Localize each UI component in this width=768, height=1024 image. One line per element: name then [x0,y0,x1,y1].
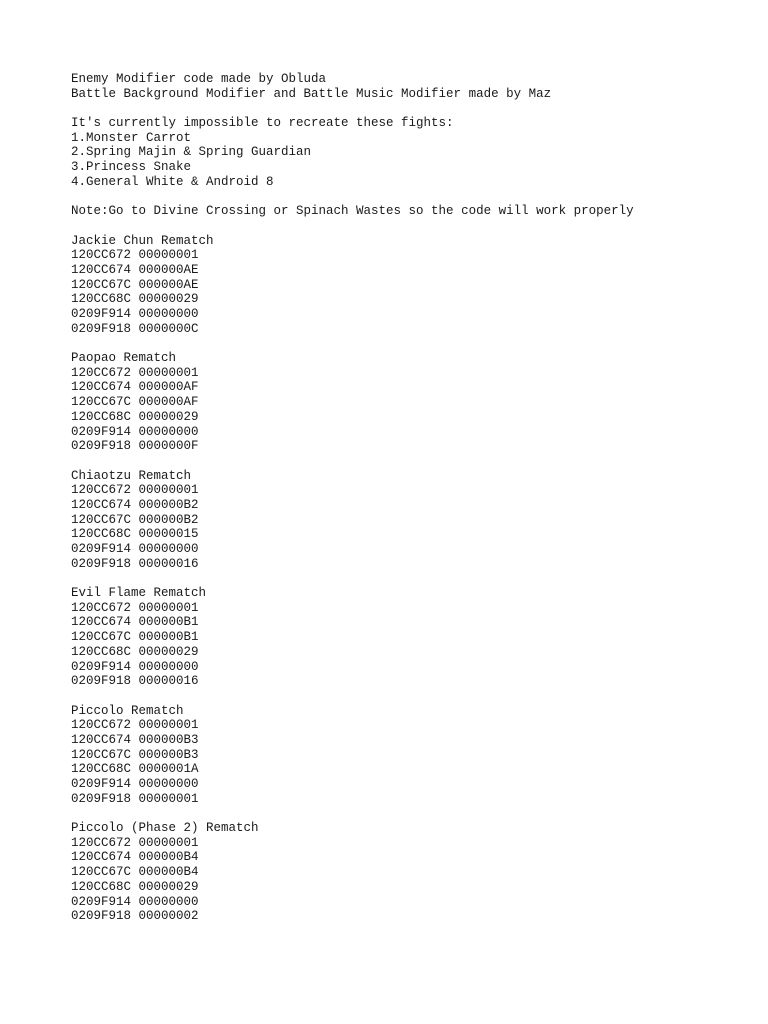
spacer [71,219,751,234]
code-line: 120CC67C 000000B2 [71,512,199,527]
code-section-paopao [71,351,751,454]
code-line: 0209F918 0000000C [71,321,199,336]
section-title: Paopao Rematch [71,351,177,366]
code-section-jackie-chun [71,234,751,337]
section-title: Evil Flame Rematch [71,586,207,601]
credit-line: Enemy Modifier code made by Obluda [71,72,327,86]
code-line: 120CC672 00000001 [71,600,199,615]
code-line: 120CC672 00000001 [71,835,199,850]
code-line: 120CC68C 00000029 [71,292,199,307]
code-line: 120CC68C 0000001A [71,762,199,777]
section-title: Chiaotzu Rematch [71,468,192,483]
code-line: 120CC67C 000000AE [71,277,199,292]
code-line: 120CC672 00000001 [71,248,199,263]
spacer [71,190,751,205]
code-line: 0209F914 00000000 [71,894,199,909]
impossible-item: 2.Spring Majin & Spring Guardian [71,145,312,160]
code-line: 120CC674 000000AE [71,262,199,277]
code-line: 0209F914 00000000 [71,424,199,439]
code-line: 120CC674 000000B4 [71,850,199,865]
spacer [71,101,751,116]
section-title: Piccolo (Phase 2) Rematch [71,821,259,836]
code-section-chiaotzu [71,469,751,572]
code-line: 0209F918 00000001 [71,791,199,806]
code-line: 0209F918 0000000F [71,439,199,454]
code-line: 120CC674 000000B3 [71,732,199,747]
code-line: 120CC672 00000001 [71,365,199,380]
code-line: 0209F918 00000016 [71,674,199,689]
code-section-evil-flame [71,586,751,689]
code-line: 120CC67C 000000B1 [71,630,199,645]
spacer [71,806,751,821]
code-line: 120CC672 00000001 [71,483,199,498]
impossible-item: 1.Monster Carrot [71,130,192,145]
code-line: 0209F918 00000002 [71,909,199,924]
code-line: 120CC68C 00000029 [71,409,199,424]
code-line: 0209F914 00000000 [71,542,199,556]
credit-line: Battle Background Modifier and Battle Music Modifier made by Maz [71,86,552,101]
document-page [71,72,751,924]
spacer [71,336,751,351]
impossible-heading: It's currently impossible to recreate these fights: [71,116,454,131]
impossible-item: 3.Princess Snake [71,160,192,175]
spacer [71,571,751,586]
code-section-piccolo-phase-2 [71,821,751,924]
spacer [71,454,751,469]
code-line: 0209F914 00000000 [71,307,199,321]
section-title: Piccolo Rematch [71,703,184,718]
code-line: 120CC674 000000AF [71,380,199,395]
code-line: 120CC68C 00000029 [71,879,199,894]
code-line: 120CC67C 000000AF [71,395,199,410]
code-line: 120CC67C 000000B4 [71,865,199,880]
code-line: 120CC67C 000000B3 [71,747,199,762]
code-line: 120CC68C 00000029 [71,644,199,659]
impossible-item: 4.General White & Android 8 [71,174,274,189]
spacer [71,689,751,704]
code-line: 120CC672 00000001 [71,718,199,733]
code-line: 120CC674 000000B1 [71,615,199,630]
code-line: 120CC68C 00000015 [71,527,199,542]
code-line: 0209F914 00000000 [71,777,199,791]
code-line: 120CC674 000000B2 [71,497,199,512]
note-line: Note:Go to Divine Crossing or Spinach Wastes so the code will work properly [71,204,634,219]
code-line: 0209F914 00000000 [71,659,199,674]
code-section-piccolo [71,704,751,807]
section-title: Jackie Chun Rematch [71,233,214,248]
code-line: 0209F918 00000016 [71,556,199,571]
